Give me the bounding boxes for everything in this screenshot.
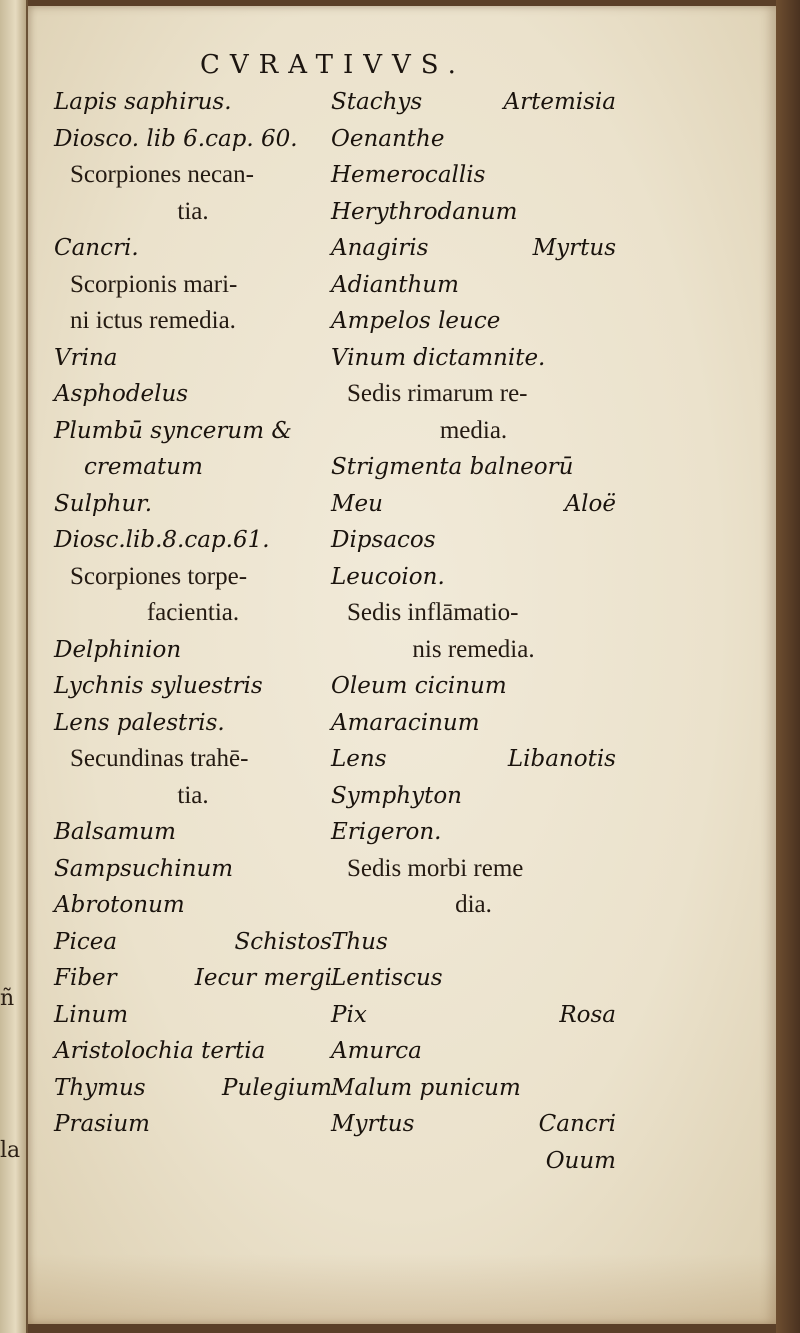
remedy-entry: Amaracinum xyxy=(331,709,480,736)
entry-term: Libanotis xyxy=(507,746,616,772)
entry-term: Rosa xyxy=(559,1001,616,1028)
remedy-entry: Strigmenta balneorū xyxy=(331,454,574,480)
book-fore-edge xyxy=(776,0,800,1333)
entry-term: Schistos xyxy=(234,928,332,955)
remedy-entry: crematum xyxy=(84,454,203,480)
entry-term: Meu xyxy=(331,490,383,517)
running-head: CVRATIVVS. xyxy=(200,50,466,80)
remedy-entry: Dipsacos xyxy=(331,527,436,553)
entry-pair xyxy=(331,1106,616,1143)
remedy-entry: Balsamum xyxy=(54,819,176,845)
entry-term: Myrtus xyxy=(532,235,616,261)
section-heading: Sedis rimarum re- xyxy=(347,380,528,407)
section-heading: Scorpiones torpe- xyxy=(70,562,248,590)
remedy-entry: Lens palestris. xyxy=(54,709,225,736)
remedy-entry: Adianthum xyxy=(331,271,459,298)
section-heading-continuation: dia. xyxy=(455,891,492,918)
section-heading: Scorpiones necan- xyxy=(70,161,254,188)
remedy-entry: Erigeron. xyxy=(331,819,442,845)
remedy-entry: Malum punicum xyxy=(331,1074,521,1101)
entry-term: Aloë xyxy=(564,490,616,517)
section-heading: Sedis morbi reme xyxy=(347,854,524,882)
section-heading-continuation: nis remedia. xyxy=(412,635,535,663)
remedy-entry: Leucoion. xyxy=(331,563,445,590)
entry-term: Pix xyxy=(331,1001,367,1028)
section-heading: Scorpionis mari- xyxy=(70,270,238,298)
remedy-entry: Linum xyxy=(54,1001,129,1028)
previous-page-edge xyxy=(0,0,28,1333)
edge-mark-1: ñ xyxy=(0,986,15,1011)
entry-term: Pulegium xyxy=(222,1074,332,1101)
remedy-entry: Vinum dictamnite. xyxy=(331,344,546,371)
section-heading: Secundinas trahē- xyxy=(70,745,249,772)
remedy-entry: Sampsuchinum xyxy=(54,855,234,882)
entry-pair xyxy=(331,486,616,523)
entry-term: Cancri xyxy=(538,1111,616,1137)
entry-term: Lens xyxy=(331,746,387,772)
remedy-entry: Prasium xyxy=(54,1111,150,1137)
entry-term: Stachys xyxy=(331,89,423,115)
entry-pair xyxy=(331,1143,616,1180)
section-heading-continuation: tia. xyxy=(177,197,209,225)
remedy-entry: Thus xyxy=(331,928,388,955)
section-heading-continuation: media. xyxy=(439,416,508,444)
entry-term: Artemisia xyxy=(503,89,616,115)
section-heading-continuation: facientia. xyxy=(146,599,240,626)
remedy-entry: Lentiscus xyxy=(331,965,443,991)
remedy-entry: Lapis saphirus. xyxy=(54,89,232,115)
remedy-entry: Plumbū syncerum & xyxy=(54,417,292,444)
right-column xyxy=(331,84,616,1179)
remedy-entry: Amurca xyxy=(331,1038,422,1064)
entry-term: Iecur mergi xyxy=(194,965,332,991)
entry-term: Picea xyxy=(54,928,118,955)
remedy-entry: Ampelos leuce xyxy=(331,308,501,334)
section-heading: Sedis inflāmatio- xyxy=(347,599,519,626)
remedy-entry: Aristolochia tertia xyxy=(54,1038,266,1064)
left-column xyxy=(54,84,332,1143)
entry-pair xyxy=(331,84,616,121)
remedy-entry: Symphyton xyxy=(331,782,462,809)
remedy-entry: Diosc.lib.8.cap.61. xyxy=(54,527,270,553)
remedy-entry: Lychnis syluestris xyxy=(54,673,263,699)
section-heading-continuation: tia. xyxy=(177,781,209,809)
remedy-entry: Herythrodanum xyxy=(331,198,518,225)
entry-pair xyxy=(331,230,616,267)
section-heading: ni ictus remedia. xyxy=(70,307,236,334)
entry-pair xyxy=(54,924,332,961)
entry-pair xyxy=(54,1070,332,1107)
entry-term: Myrtus xyxy=(331,1111,415,1137)
entry-pair xyxy=(331,997,616,1034)
remedy-entry: Delphinion xyxy=(54,636,182,663)
entry-term: Fiber xyxy=(54,965,117,991)
remedy-entry: Abrotonum xyxy=(54,892,185,918)
entry-pair xyxy=(331,741,616,778)
entry-pair xyxy=(54,960,332,997)
entry-term: Ouum xyxy=(545,1147,616,1174)
remedy-entry: Diosco. lib 6.cap. 60. xyxy=(54,125,298,152)
edge-mark-2: la xyxy=(0,1138,21,1163)
remedy-entry: Asphodelus xyxy=(54,381,189,407)
entry-term: Thymus xyxy=(54,1074,146,1101)
remedy-entry: Oenanthe xyxy=(331,125,445,152)
remedy-entry: Cancri. xyxy=(54,235,139,261)
remedy-entry: Vrina xyxy=(54,344,118,371)
remedy-entry: Sulphur. xyxy=(54,490,153,517)
remedy-entry: Oleum cicinum xyxy=(331,673,507,699)
page-stain xyxy=(28,1254,776,1324)
remedy-entry: Hemerocallis xyxy=(331,162,486,188)
entry-term: Anagiris xyxy=(331,235,429,261)
